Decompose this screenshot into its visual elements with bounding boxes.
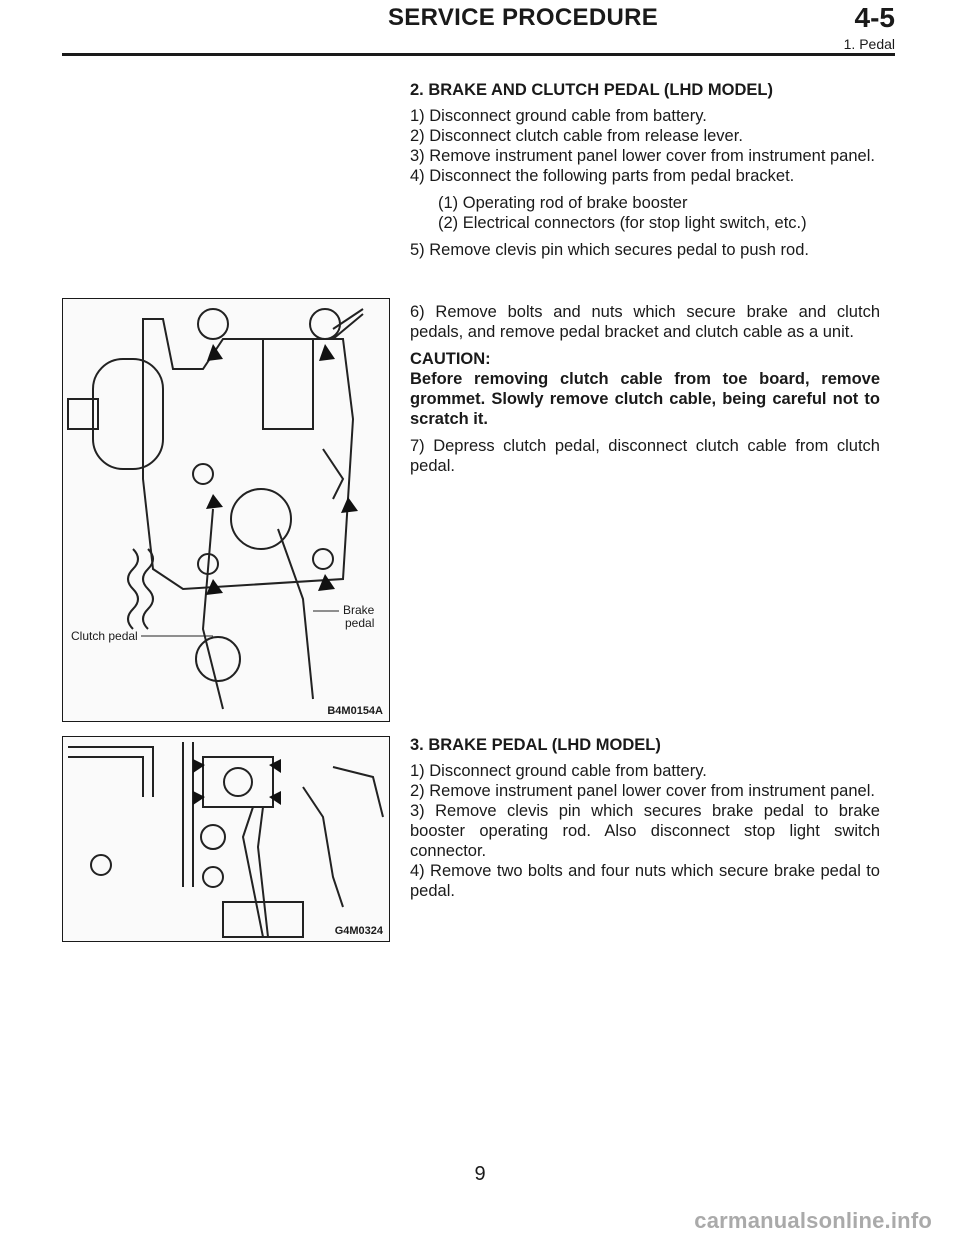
brake-pedal-illustration — [63, 737, 389, 941]
section-2-continued — [410, 302, 880, 476]
caution-text: Before removing clutch cable from toe board, remove grommet. Slowly remove clutch cable, being careful not to scratch it. — [410, 370, 880, 428]
step-text: 7) Depress clutch pedal, disconnect clutch cable from clutch pedal. — [410, 437, 880, 475]
figure-brake-clutch-pedal — [62, 298, 390, 722]
section-2-text — [410, 80, 880, 260]
brake-pedal-label: pedal — [345, 616, 375, 630]
step-text: 3) Remove clevis pin which secures brake pedal to brake booster operating rod. Also disconnect stop light switch connector. — [410, 802, 880, 860]
page-number: 9 — [474, 1163, 486, 1185]
step-text: 1) Disconnect ground cable from battery. — [410, 762, 707, 780]
step-text: 1) Disconnect ground cable from battery. — [410, 107, 707, 125]
step-text: 4) Disconnect the following parts from pedal bracket. — [410, 167, 795, 185]
figure-id: B4M0154A — [327, 705, 383, 717]
step-text: 2) Remove instrument panel lower cover from instrument panel. — [410, 782, 875, 800]
step-text: 3) Remove instrument panel lower cover from instrument panel. — [410, 147, 875, 165]
figure-brake-pedal — [62, 736, 390, 942]
step-text: 2) Disconnect clutch cable from release lever. — [410, 127, 743, 145]
subsection-label: 1. Pedal — [843, 36, 895, 52]
section-number: 4-5 — [854, 2, 895, 33]
watermark: carmanualsonline.info — [694, 1208, 932, 1233]
pedal-assembly-illustration — [63, 299, 389, 721]
header-rule — [62, 53, 895, 56]
clutch-pedal-label: Clutch pedal — [71, 629, 138, 643]
step-text: 5) Remove clevis pin which secures pedal to push rod. — [410, 241, 809, 259]
step-text: 6) Remove bolts and nuts which secure brake and clutch pedals, and remove pedal bracket and clutch cable as a unit. — [410, 303, 880, 341]
substep-text: (2) Electrical connectors (for stop light switch, etc.) — [438, 214, 807, 232]
figure-id: G4M0324 — [334, 925, 383, 937]
caution-label: CAUTION: — [410, 350, 491, 368]
step-text: 4) Remove two bolts and four nuts which secure brake pedal to pedal. — [410, 862, 880, 900]
brake-pedal-label: Brake — [343, 603, 375, 617]
section-3-text — [410, 735, 880, 901]
substep-text: (1) Operating rod of brake booster — [438, 194, 688, 212]
section-3-heading: 3. BRAKE PEDAL (LHD MODEL) — [410, 736, 661, 754]
section-2-heading: 2. BRAKE AND CLUTCH PEDAL (LHD MODEL) — [410, 81, 773, 99]
page-title: SERVICE PROCEDURE — [388, 4, 659, 31]
